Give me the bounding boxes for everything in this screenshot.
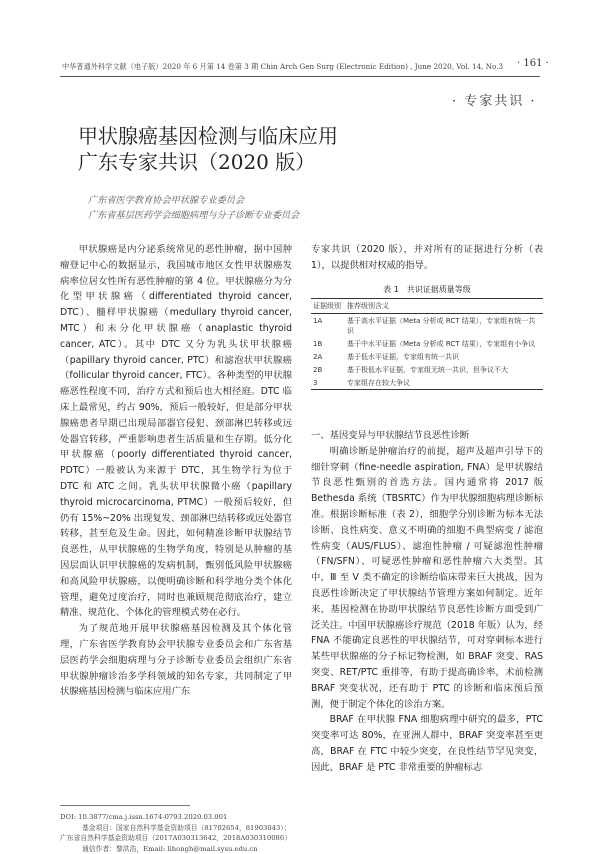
table-cell-meaning: 基于高水平证据（Meta 分析或 RCT 结果），专家组有统一共识: [345, 314, 543, 338]
table-row: [311, 337, 543, 350]
table-cell-meaning: 专家组存在较大争议: [345, 376, 543, 390]
header-divider: [60, 76, 540, 77]
title-line-1: 甲状腺癌基因检测与临床应用: [78, 123, 438, 149]
page-number: · 161 ·: [517, 58, 549, 69]
table-row: [311, 363, 543, 376]
affiliations: [88, 193, 299, 223]
body-paragraph: 明确诊断是肿瘤治疗的前提，超声及超声引导下的细针穿刺（fine-needle aspiration, FNA）是甲状腺结节良恶性甄别的首选方法。国内通常将 2017 版 Bethesda 系统（TBSRTC）作为甲状腺细胞病理诊断标准。根据诊断标准（表 2），细胞学分别诊断为标本无法诊断、良性病变、意义不明确的细胞不典型病变 / 滤泡性病变（AUS/FLUS）、滤泡性肿瘤 / 可疑滤泡性肿瘤（FN/SFN）、可疑恶性肿瘤和恶性肿瘤六大类型。其中，Ⅲ 至 Ⅴ 类不确定的诊断给临床带来巨大挑战，因为良恶性诊断决定了甲状腺结节管理方案如何制定。近年来，基因检测在协助甲状腺结节良恶性诊断方面受到广泛关注。中国甲状腺癌诊疗规范（2018 年版）认为，经 FNA 不能确定良恶性的甲状腺结节，可对穿刺标本进行某些甲状腺癌的分子标记物检测，如 BRAF 突变、RAS 突变、RET/PTC 重排等，有助于提高确诊率，术前检测 BRAF 突变状况，还有助于 PTC 的诊断和临床预后预测，便于制定个体化的诊治方案。: [311, 444, 543, 713]
article-title: [78, 123, 438, 175]
left-column: [60, 242, 292, 842]
table-cell-level: 1B: [311, 337, 345, 350]
affiliation-2: 广东省基层医药学会细胞病理与分子诊断专业委员会: [88, 208, 299, 223]
table-cell-meaning: 基于中水平证据（Meta 分析或 RCT 结果），专家组有小争议: [345, 337, 543, 350]
table-row: [311, 350, 543, 363]
title-line-2: 广东专家共识（2020 版）: [78, 149, 438, 175]
footnote-fund-cont: 广东省自然科学基金资助项目（2017A030313642，2018A030310086）: [60, 833, 300, 844]
right-column-intro: [311, 242, 543, 274]
table-caption: 表 1 共识证据质量等级: [311, 284, 543, 295]
footnote-divider: [60, 805, 190, 806]
table-row: [311, 314, 543, 338]
evidence-table: [311, 284, 543, 390]
footnote-fund: 基金项目：国家自然科学基金资助项目（81702654，81903043）；: [60, 823, 300, 834]
table-header-level: 证据级别: [311, 299, 345, 314]
table-cell-level: 2A: [311, 350, 345, 363]
body-paragraph: 专家共识（2020 版），并对所有的证据进行分析（表 1），以提供相对权威的指导。: [311, 242, 543, 274]
evidence-level-table: [311, 298, 543, 390]
table-cell-level: 2B: [311, 363, 345, 376]
footnote-correspondence: 通信作者：黎洪浩，Email: lihongh@mail.sysu.edu.cn: [60, 844, 300, 854]
table-row: [311, 376, 543, 390]
body-paragraph: 为了规范地开展甲状腺癌基因检测及其个体化管理，广东省医学教育协会甲状腺专业委员会和广东省基层医药学会细胞病理与分子诊断专业委员会组织广东省甲状腺肿瘤诊治多学科领域的知名专家，共同制定了甲状腺癌基因检测与临床应用广东: [60, 621, 292, 700]
body-paragraph: BRAF 在甲状腺 FNA 细胞病理中研究的最多，PTC 突变率可达 80%，在亚洲人群中，BRAF 突变率甚至更高，BRAF 在 FTC 中较少突变，在良性结节罕见突变，因此，BRAF 是 PTC 非常重要的肿瘤标志: [311, 712, 543, 775]
table-header-meaning: 推荐级别含义: [345, 299, 543, 314]
section-heading: 一、基因变异与甲状腺结节良恶性诊断: [311, 428, 543, 444]
table-header-row: [311, 299, 543, 314]
table-cell-meaning: 基于极低水平证据，专家组无统一共识，但争议不大: [345, 363, 543, 376]
table-cell-meaning: 基于低水平证据，专家组有统一共识: [345, 350, 543, 363]
table-cell-level: 1A: [311, 314, 345, 338]
footnote-doi: DOI: 10.3877/cma.j.issn.1674-0793.2020.03.001: [60, 812, 300, 823]
body-paragraph: 甲状腺癌是内分泌系统常见的恶性肿瘤，据中国肿瘤登记中心的数据显示，我国城市地区女性甲状腺癌发病率位居女性所有恶性肿瘤的第 4 位。甲状腺癌分为分化型甲状腺癌（differentiated thyroid cancer, DTC）、髓样甲状腺癌（medullary thyroid cancer, MTC）和未分化甲状腺癌（anaplastic thyroid cancer, ATC）。其中 DTC 又分为乳头状甲状腺癌（papillary thyroid cancer, PTC）和滤泡状甲状腺癌（follicular thyroid cancer, FTC）。各种类型的甲状腺癌恶性程度不同，治疗方式和预后也大相径庭。DTC 临床上最常见，约占 90%，预后一般较好，但是部分甲状腺癌患者早期已出现局部器官侵犯、颈部淋巴转移或远处器官转移，严重影响患者生活质量和生存期。低分化甲状腺癌（poorly differentiated thyroid cancer, PDTC）一般被认为来源于 DTC，其生物学行为位于 DTC 和 ATC 之间。乳头状甲状腺微小癌（papillary thyroid microcarcinoma, PTMC）一般预后较好，但仍有 15%~20% 出现复发、颈部淋巴结转移或远处器官转移，甚至危及生命。因此，如何精准诊断甲状腺结节良恶性，从甲状腺癌的生物学角度，特别是从肿瘤的基因层面认识甲状腺癌的发病机制，甄别低风险甲状腺癌和高风险甲状腺癌，以便明确诊断和科学地分类个体化管理，避免过度治疗，同时也兼顾规范彻底治疗，建立精准、规范化、个体化的管理模式势在必行。: [60, 242, 292, 621]
footnotes: [60, 812, 300, 854]
table-cell-level: 3: [311, 376, 345, 390]
affiliation-1: 广东省医学教育协会甲状腺专业委员会: [88, 193, 299, 208]
journal-header: 中华普通外科学文献（电子版）2020 年 6 月第 14 卷第 3 期 Chin Arch Gen Surg (Electronic Edition) , June 2020, Vol. 14, No.3: [62, 62, 503, 72]
section-tag: · 专家共识 ·: [452, 90, 537, 109]
right-column-section: [311, 428, 543, 828]
